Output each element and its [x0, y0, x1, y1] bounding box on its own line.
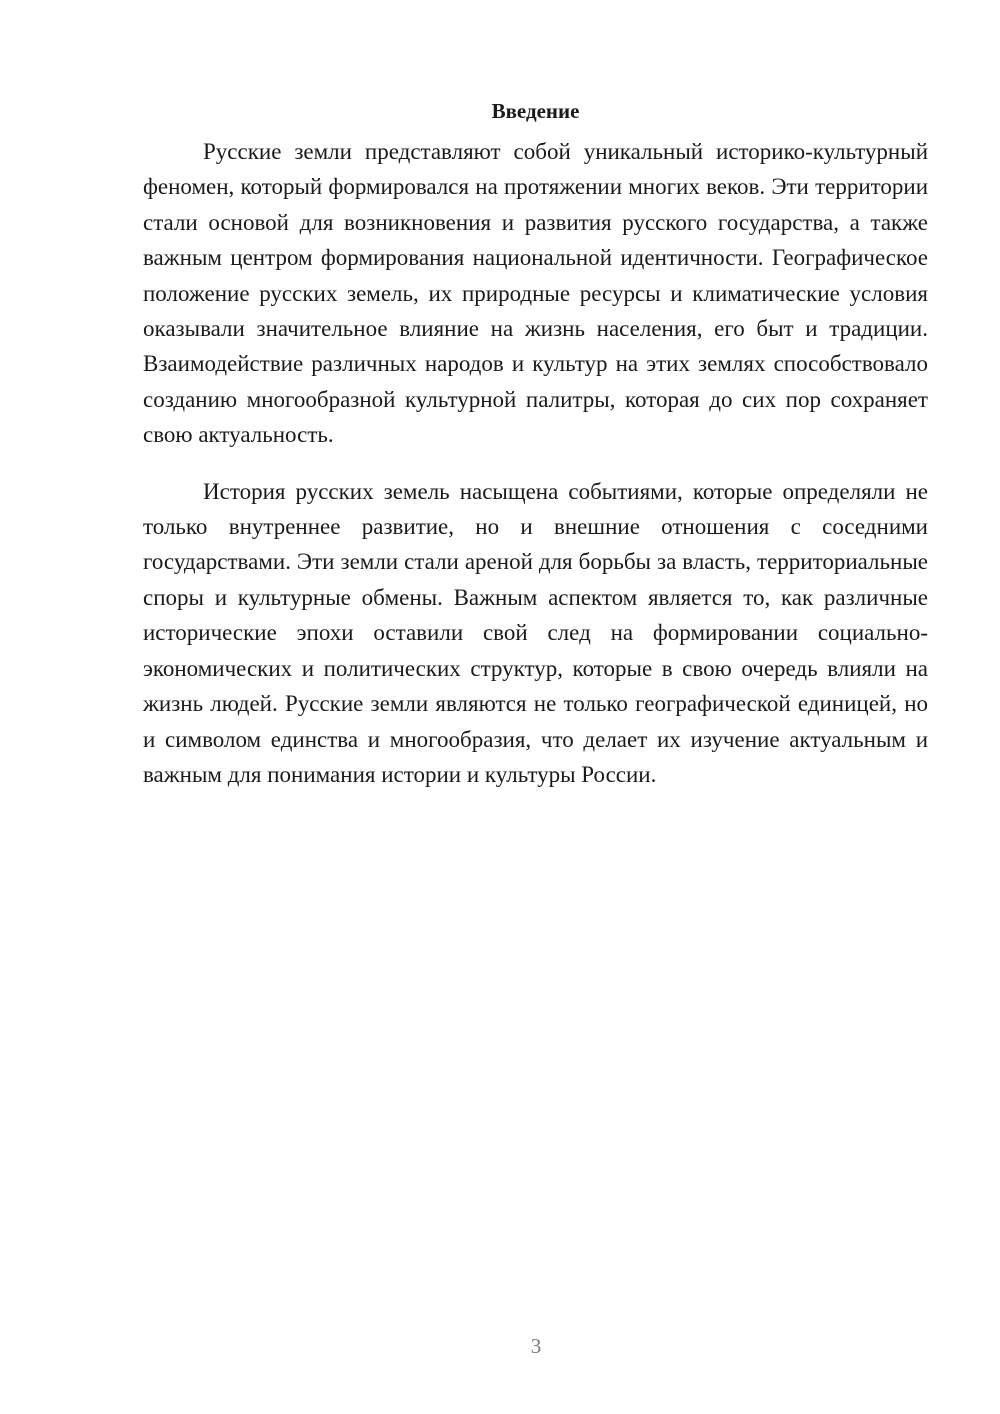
page-title: Введение — [491, 99, 580, 123]
page-number: 3 — [530, 1334, 542, 1358]
page-content — [143, 96, 928, 792]
paragraph-2: История русских земель насыщена событиями, которые определяли не только внутреннее развитие, но и внешние отношения с соседними государствами. Эти земли стали ареной для борьбы за власть, территориальные споры и культурные обмены. Важным аспектом является то, как различные исторические эпохи оставили свой след на формировании социально-экономических и политических структур, которые в свою очередь влияли на жизнь людей. Русские земли являются не только географической единицей, но и символом единства и многообразия, что делает их изучение актуальным и важным для понимания истории и культуры России. — [143, 478, 928, 787]
paragraph-1: Русские земли представляют собой уникальный историко-культурный феномен, который формировался на протяжении многих веков. Эти территории стали основой для возникновения и развития русского государства, а также важным центром формирования национальной идентичности. Географическое положение русских земель, их природные ресурсы и климатические условия оказывали значительное влияние на жизнь населения, его быт и традиции. Взаимодействие различных народов и культур на этих землях способствовало созданию многообразной культурной палитры, которая до сих пор сохраняет свою актуальность. — [143, 139, 928, 448]
